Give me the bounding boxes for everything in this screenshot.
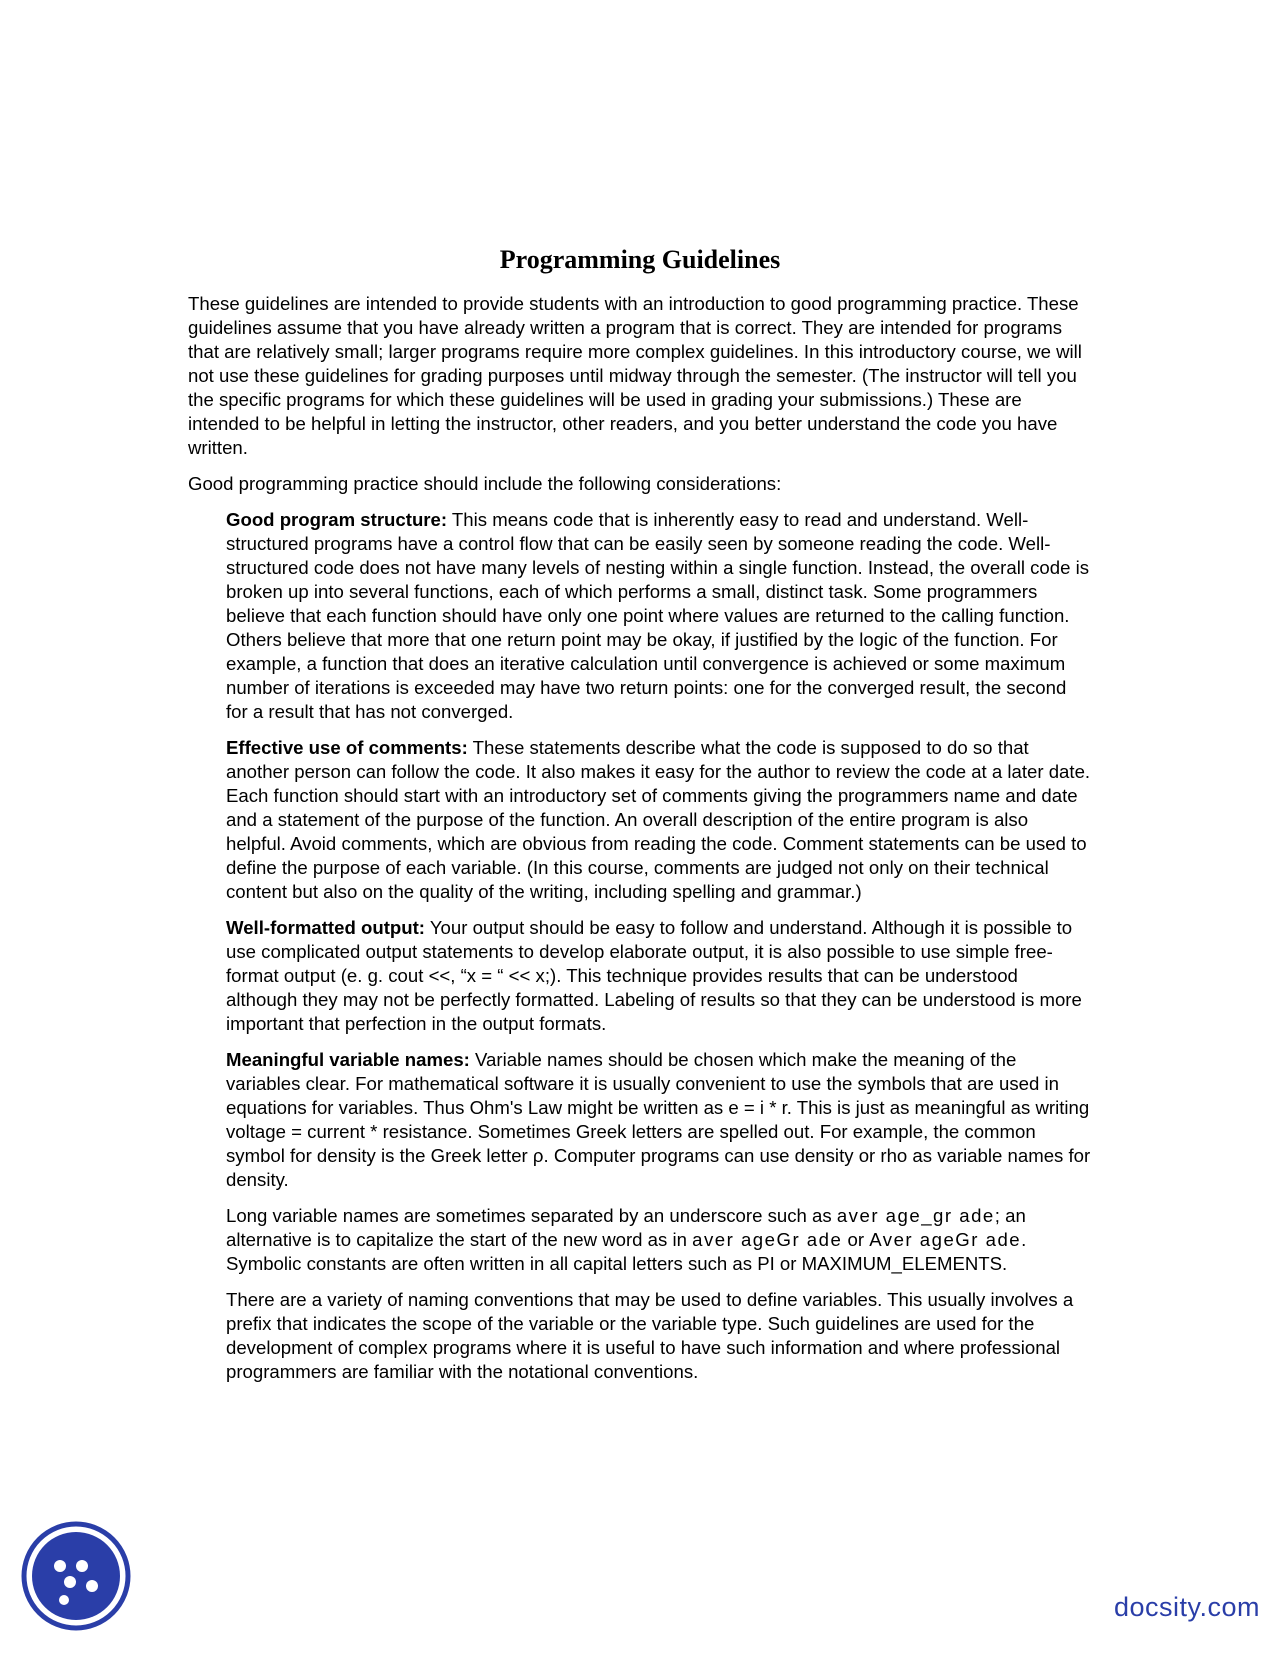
docsity-brand-text[interactable]: docsity.com	[1113, 1592, 1260, 1622]
conventions-paragraph: There are a variety of naming conventions that may be used to define variables. This usually involves a prefix that indicates the scope of the variable or the variable type. Such guidelines are used for the development of complex programs where it is useful to have such information and where professional programmers are familiar with the notational conventions.	[226, 1289, 1074, 1382]
section-text: Your output should be easy to follow and understand. Although it is possible to use complicated output statements to develop elaborate output, it is also possible to use simple free-format output (e. g. cout <<, “x = “ << x;). This technique provides results that can be understood although they may not be perfectly formatted. Labeling of results so that they can be understood is more important that perfection in the output formats.	[226, 917, 1082, 1034]
section-text: Variable names should be chosen which make the meaning of the variables clear. For mathematical software it is usually convenient to use the symbols that are used in equations for variables. Thus Ohm's Law might be written as e = i * r. This is just as meaningful as writing voltage = current * resistance. Sometimes Greek letters are spelled out. For example, the common symbol for density is the Greek letter ρ. Computer programs can use density or rho as variable names for density.	[226, 1049, 1091, 1190]
naming-paragraph	[226, 1204, 1093, 1276]
lead-in-paragraph: Good programming practice should include the following considerations:	[188, 473, 782, 494]
section-text: This means code that is inherently easy to read and understand. Well-structured programs have a control flow that can be easily seen by someone reading the code. Well-structured code does not have many levels of nesting within a single function. Instead, the overall code is broken up into several functions, each of which performs a small, distinct task. Some programmers believe that each function should have only one point where values are returned to the calling function. Others believe that more that one return point may be okay, if justified by the logic of the function. For example, a function that does an iterative calculation until convergence is achieved or some maximum number of iterations is exceeded may have two return points: one for the converged result, the second for a result that has not converged.	[226, 509, 1090, 722]
document-body	[188, 292, 1093, 1396]
docsity-logo-icon[interactable]	[20, 1520, 132, 1632]
section-variable-names	[226, 1048, 1093, 1192]
page-title: Programming Guidelines	[499, 245, 781, 274]
naming-text-4: . Symbolic constants are often written in all capital letters such as PI or MAXIMUM_ELEMENTS.	[226, 1229, 1027, 1274]
code-example-underscore: aver age_gr ade	[836, 1205, 995, 1226]
section-text: These statements describe what the code is supposed to do so that another person can follow the code. It also makes it easy for the author to review the code at a later date. Each function should start with an introductory set of comments giving the programmers name and date and a statement of the purpose of the function. An overall description of the entire program is also helpful. Avoid comments, which are obvious from reading the code. Comment statements can be used to define the purpose of each variable. (In this course, comments are judged not only on their technical content but also on the quality of the writing, including spelling and grammar.)	[226, 737, 1091, 902]
docsity-logo-svg	[20, 1520, 132, 1632]
code-example-pascal: Aver ageGr ade	[869, 1229, 1022, 1250]
section-heading: Good program structure:	[226, 509, 448, 530]
naming-text-1: Long variable names are sometimes separated by an underscore such as	[226, 1205, 837, 1226]
intro-paragraph: These guidelines are intended to provide students with an introduction to good programming practice. These guidelines assume that you have already written a program that is correct. They are intended for programs that are relatively small; larger programs require more complex guidelines. In this introductory course, we will not use these guidelines for grading purposes until midway through the semester. (The instructor will tell you the specific programs for which these guidelines will be used in grading your submissions.) These are intended to be helpful in letting the instructor, other readers, and you better understand the code you have written.	[188, 293, 1082, 458]
section-comments	[226, 736, 1093, 904]
section-output	[226, 916, 1093, 1036]
section-heading: Well-formatted output:	[226, 917, 425, 938]
code-example-camel: aver ageGr ade	[692, 1229, 843, 1250]
section-program-structure	[226, 508, 1093, 724]
section-heading: Effective use of comments:	[226, 737, 468, 758]
section-heading: Meaningful variable names:	[226, 1049, 470, 1070]
naming-text-2: ; an alternative is to capitalize the start of the new word as in	[226, 1205, 1026, 1250]
naming-text-3: or	[842, 1229, 870, 1250]
